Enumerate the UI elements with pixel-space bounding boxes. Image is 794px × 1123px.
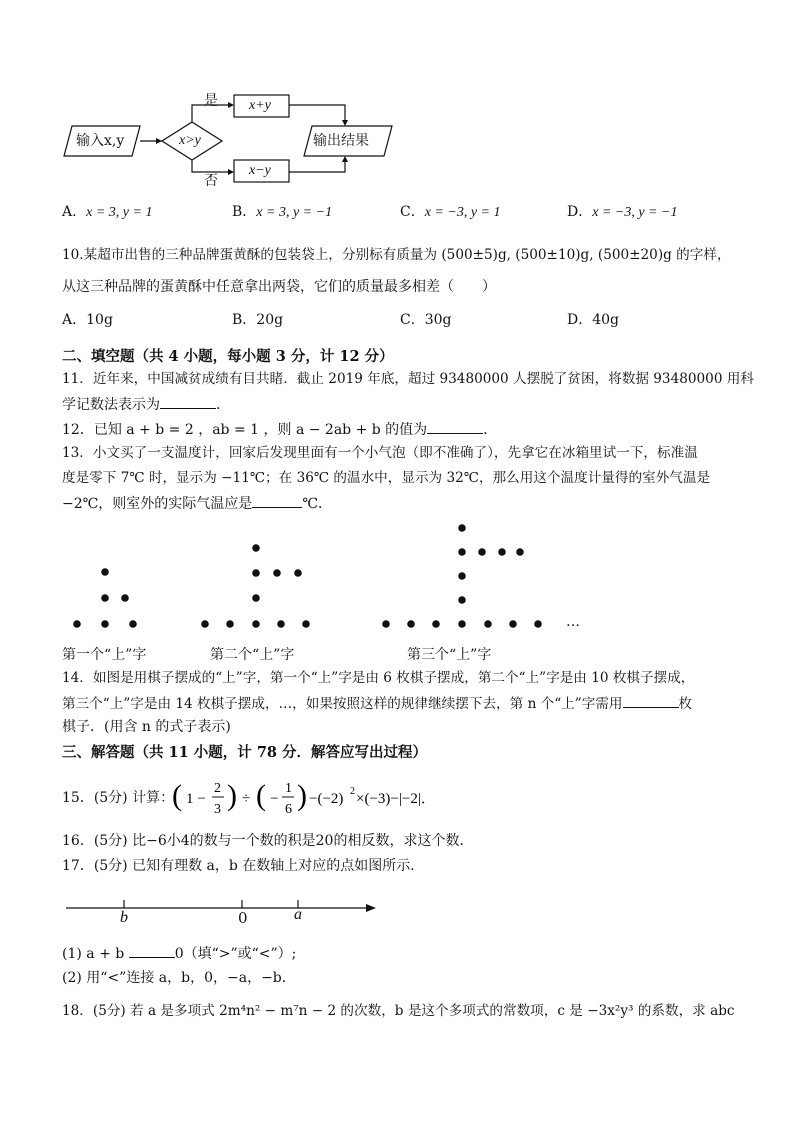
flowchart-no-label: 否	[204, 173, 218, 189]
dot-figures-ellipsis: …	[566, 614, 580, 630]
q11-line1: 11．近年来，中国减贫成绩有目共睹．截止 2019 年底，超过 93480000 人摆脱了贫困，将数据 93480000 用科	[62, 371, 754, 387]
figure-1-dots	[73, 568, 137, 628]
q14-answer-blank[interactable]	[623, 693, 679, 708]
svg-text:−: −	[270, 791, 279, 807]
figure-label-3: 第三个“上”字	[407, 647, 492, 663]
q13-answer-blank[interactable]	[252, 493, 302, 508]
q16-text: 16．(5分) 比−6小4的数与一个数的积是20的相反数，求这个数．	[62, 833, 474, 849]
svg-text:1: 1	[285, 781, 292, 796]
svg-text:(: (	[256, 779, 266, 812]
flowchart-no-box-label: x−y	[249, 163, 271, 178]
q14-line1: 14．如图是用棋子摆成的“上”字，第一个“上”字是由 6 枚棋子摆成，第二个“上”字是由 10 枚棋子摆成，	[62, 670, 695, 686]
q9-option-d[interactable]: D．x = −3, y = −1	[567, 204, 678, 220]
section3-heading: 三、解答题（共 11 小题，计 78 分．解答应写出过程）	[62, 744, 428, 761]
q12-answer-blank[interactable]	[427, 419, 483, 434]
flowchart-yes-label: 是	[204, 93, 218, 109]
svg-text:): )	[227, 779, 237, 812]
q10-option-d[interactable]: D．40g	[567, 312, 620, 328]
q17-number-line	[62, 890, 382, 930]
q17-axis-0: 0	[238, 909, 248, 927]
q17-answer-blank[interactable]	[129, 943, 175, 958]
q15-prefix: 15．(5分) 计算：	[62, 790, 175, 806]
svg-text:2: 2	[214, 781, 221, 796]
q17-sub2: (2) 用“<”连接 a，b，0，−a，−b．	[62, 970, 296, 986]
q11-answer-blank[interactable]	[160, 394, 216, 409]
q17-line1: 17．(5分) 已知有理数 a，b 在数轴上对应的点如图所示．	[62, 858, 425, 874]
dot-figures	[60, 520, 600, 640]
q17-axis-a: a	[294, 906, 302, 923]
svg-text:2: 2	[350, 786, 355, 797]
q10-option-b[interactable]: B．20g	[232, 312, 284, 328]
svg-text:1 −: 1 −	[186, 791, 206, 807]
section2-heading: 二、填空题（共 4 小题，每小题 3 分，计 12 分）	[62, 348, 394, 365]
flowchart-input-label: 输入x,y	[76, 133, 125, 149]
svg-text:(: (	[172, 779, 182, 812]
figure-3-dots	[382, 524, 542, 628]
q14-line2: 第三个“上”字是由 14 枚棋子摆成，…，如果按照这样的规律继续摆下去，第 n 个“上”字需用 枚	[62, 693, 692, 714]
q13-line2: 度是零下 7℃ 时，显示为 −11℃；在 36℃ 的温水中，显示为 32℃，那么用这个温度计量得的室外气温是	[62, 470, 711, 486]
q9-option-a[interactable]: A．x = 3, y = 1	[62, 204, 153, 220]
q10-line2: 从这三种品牌的蛋黄酥中任意拿出两袋，它们的质量最多相差（ ）	[62, 279, 496, 295]
svg-text:3: 3	[214, 802, 221, 817]
svg-text:): )	[297, 779, 307, 812]
q10-line1: 10.某超市出售的三种品牌蛋黄酥的包装袋上，分别标有质量为 (500±5)g, (500±10)g, (500±20)g 的字样，	[62, 247, 731, 263]
svg-text:×(−3)−|−2|．: ×(−3)−|−2|．	[356, 791, 436, 807]
q9-option-b[interactable]: B．x = 3, y = −1	[232, 204, 333, 220]
figure-label-2: 第二个“上”字	[210, 647, 295, 663]
q10-option-c[interactable]: C．30g	[400, 312, 452, 328]
q9-option-c[interactable]: C．x = −3, y = 1	[400, 204, 501, 220]
svg-text:÷: ÷	[242, 791, 251, 807]
q18-text: 18．(5分) 若 a 是多项式 2m⁴n² − m⁷n − 2 的次数，b 是这个多项式的常数项，c 是 −3x²y³ 的系数，求 abc	[62, 1003, 735, 1019]
q17-sub1: (1) a + b 0（填“>”或“<”）;	[62, 943, 296, 964]
q15-expression	[172, 770, 436, 826]
q14-line3: 棋子．(用含 n 的式子表示)	[62, 719, 231, 735]
flowchart-yes-box-label: x+y	[249, 98, 271, 113]
q13-line1: 13．小文买了一支温度计，回家后发现里面有一个小气泡（即不准确了），先拿它在冰箱里试一下，标准温	[62, 445, 698, 461]
figure-2-dots	[201, 544, 310, 628]
q11-line2: 学记数法表示为 ．	[62, 394, 230, 415]
q17-axis-b: b	[120, 909, 128, 926]
svg-text:−(−2): −(−2)	[309, 791, 344, 807]
svg-text:6: 6	[285, 802, 292, 817]
figure-label-1: 第一个“上”字	[62, 647, 147, 663]
flowchart-condition-label: x>y	[179, 133, 201, 148]
q12-text: 12．已知 a + b = 2 ，ab = 1 ，则 a − 2ab + b 的值为 ．	[62, 419, 497, 440]
q13-line3: −2℃，则室外的实际气温应是 ℃．	[62, 493, 332, 514]
flowchart-output-label: 输出结果	[313, 133, 369, 149]
q10-option-a[interactable]: A．10g	[62, 312, 113, 328]
